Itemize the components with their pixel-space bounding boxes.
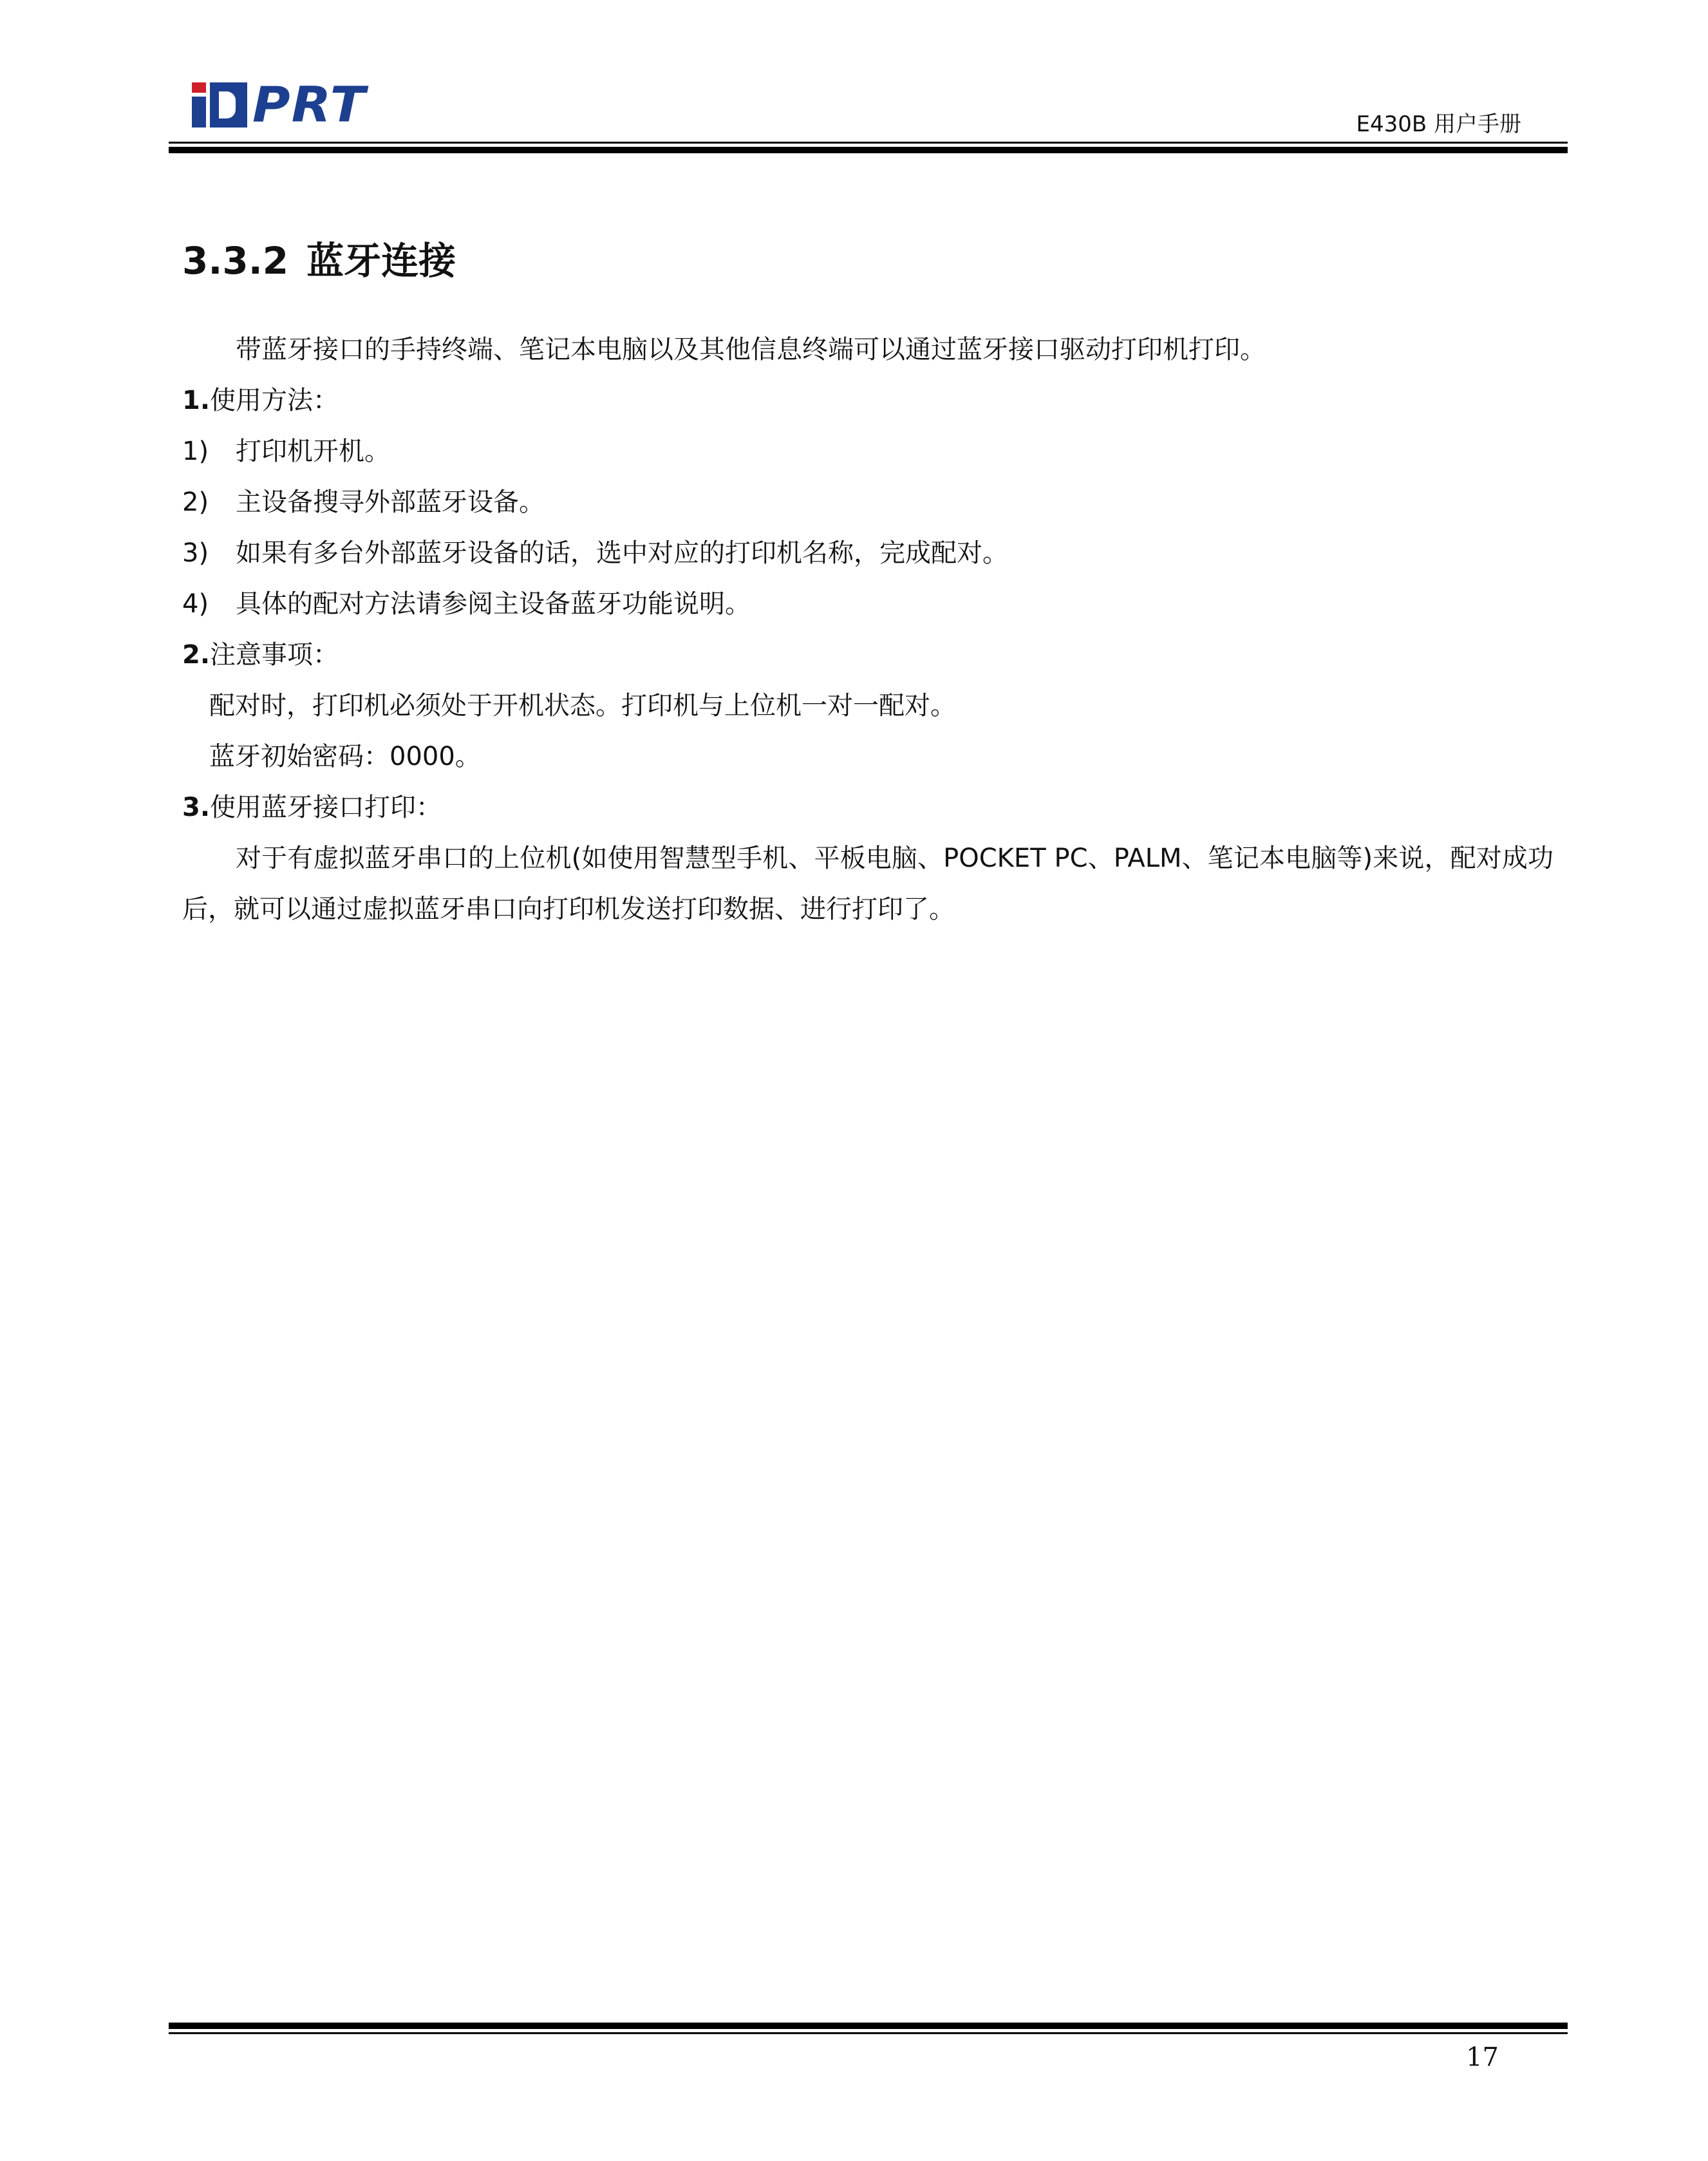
- note-line: 蓝牙初始密码：0000。: [209, 742, 481, 771]
- list-item: [182, 579, 1553, 630]
- list-item: [182, 528, 1553, 579]
- footer-rule-thick: [169, 2023, 1568, 2029]
- printing-heading-label: 使用蓝牙接口打印：: [210, 793, 442, 822]
- usage-heading-number: 1.: [182, 386, 211, 415]
- list-text: 主设备搜寻外部蓝牙设备。: [236, 487, 545, 517]
- logo-letter-i: [192, 82, 206, 127]
- printing-paragraph: 对于有虚拟蓝牙串口的上位机(如使用智慧型手机、平板电脑、POCKET PC、PALM、笔记本电脑等)来说，配对成功后，就可以通过虚拟蓝牙串口向打印机发送打印数据、进行打印了。: [182, 844, 1553, 924]
- intro-paragraph: 带蓝牙接口的手持终端、笔记本电脑以及其他信息终端可以通过蓝牙接口驱动打印机打印。: [236, 335, 1266, 364]
- list-text: 具体的配对方法请参阅主设备蓝牙功能说明。: [236, 589, 751, 619]
- document-title: E430B 用户手册: [1356, 111, 1521, 137]
- list-item: [182, 477, 1553, 528]
- printing-heading: [182, 782, 1553, 833]
- logo-letter-d: [210, 82, 247, 127]
- list-marker: 3): [182, 538, 209, 568]
- header-rule-thin: [169, 142, 1568, 144]
- printing-heading-number: 3.: [182, 793, 211, 822]
- list-text: 打印机开机。: [236, 437, 390, 466]
- list-item: [182, 426, 1553, 477]
- list-marker: 4): [182, 589, 209, 619]
- notes-heading: [182, 630, 1553, 681]
- page-content: [182, 232, 1553, 935]
- header-rule-thick: [169, 147, 1568, 153]
- note-line: 配对时，打印机必须处于开机状态。打印机与上位机一对一配对。: [209, 691, 956, 721]
- footer-rule-thin: [169, 2032, 1568, 2034]
- notes-heading-number: 2.: [182, 640, 211, 670]
- section-heading: [182, 232, 1553, 290]
- usage-heading: [182, 375, 1553, 426]
- page-number: 17: [1466, 2043, 1499, 2072]
- section-number: 3.3.2: [182, 239, 289, 283]
- brand-logo: [192, 76, 367, 133]
- section-title: 蓝牙连接: [306, 239, 456, 283]
- list-text: 如果有多台外部蓝牙设备的话，选中对应的打印机名称，完成配对。: [236, 538, 1008, 568]
- notes-heading-label: 注意事项：: [210, 640, 339, 670]
- usage-heading-label: 使用方法：: [210, 386, 339, 415]
- list-marker: 2): [182, 487, 209, 517]
- list-marker: 1): [182, 437, 209, 466]
- logo-text: PRT: [252, 76, 367, 133]
